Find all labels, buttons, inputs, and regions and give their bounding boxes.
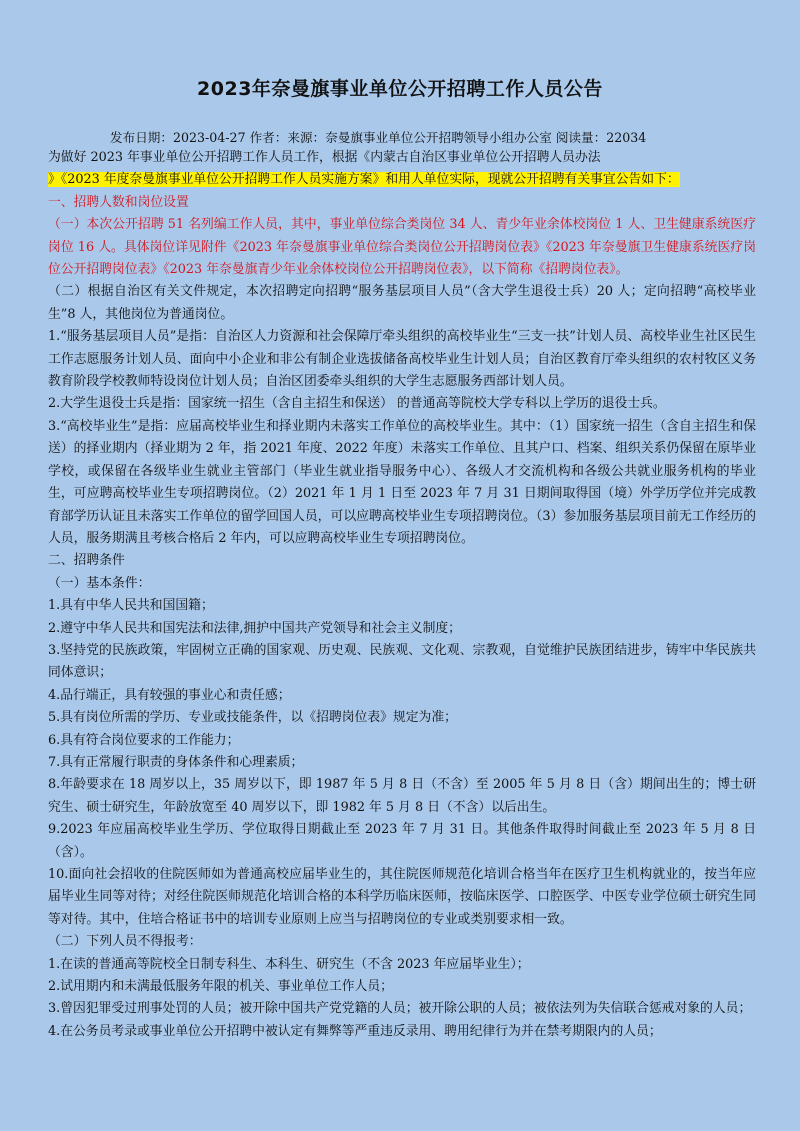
section-1-paragraph-2: （二）根据自治区有关文件规定，本次招聘定向招聘“服务基层项目人员”（含大学生退役士兵）20 人；定向招聘“高校毕业生”8 人，其他岗位为普通岗位。	[48, 284, 756, 322]
condition-item: 5.具有岗位所需的学历、专业或技能条件，以《招聘岗位表》规定为准；	[48, 710, 457, 726]
condition-item: 10.面向社会招收的住院医师如为普通高校应届毕业生的，其住院医师规范化培训合格当年在医疗卫生机构就业的，按当年应届毕业生同等对待；对经住院医师规范化培训合格的本科学历临床医师，按临床医学、口腔医学、中医专业学位硕士研究生同等对待。其中，住培合格证书中的培训专业原则上应当与招聘岗位的专业或类别要求相一致。	[48, 867, 756, 927]
page-title: 2023年奈曼旗事业单位公开招聘工作人员公告	[197, 78, 603, 100]
condition-item: 8.年龄要求在 18 周岁以上，35 周岁以下，即 1987 年 5 月 8 日（不含）至 2005 年 5 月 8 日（含）期间出生的；博士研究生、硕士研究生，年龄放宽至 40 周岁以下，即 1982 年 5 月 8 日（不含）以后出生。	[48, 777, 756, 815]
definition-item-3: 3.“高校毕业生”是指：应届高校毕业生和择业期内未落实工作单位的高校毕业生。其中：（1）国家统一招生（含自主招生和保送）的择业期内（择业期为 2 年，指 2021 年度、2022 年度）未落实工作单位、且其户口、档案、组织关系仍保留在原毕业学校，或保留在各级毕业生就业主管部门（毕业生就业指导服务中心）、各级人才交流机构和各级公共就业服务机构的毕业生，可应聘高校毕业生专项招聘岗位。（2）2021 年 1 月 1 日至 2023 年 7 月 31 日期间取得国（境）外学历学位并完成教育部学历认证且未落实工作单位的留学回国人员，可以应聘高校毕业生专项招聘岗位。（3）参加服务基层项目前无工作经历的人员，服务期满且考核合格后 2 年内，可以应聘高校毕业生专项招聘岗位。	[48, 418, 756, 546]
section-1-title: 一、招聘人数和岗位设置	[48, 194, 189, 210]
article-body	[48, 147, 756, 1043]
definition-item-2: 2.大学生退役士兵是指：国家统一招生（含自主招生和保送） 的普通高等院校大学专科以上学历的退役士兵。	[48, 396, 666, 412]
intro-line-1: 为做好 2023 年事业单位公开招聘工作人员工作，根据《内蒙古自治区事业单位公开招聘人员办法	[48, 150, 601, 165]
condition-item: 4.品行端正，具有较强的事业心和责任感；	[48, 687, 291, 703]
condition-item: 3.坚持党的民族政策，牢固树立正确的国家观、历史观、民族观、文化观、宗教观，自觉维护民族团结进步，铸牢中华民族共同体意识；	[48, 642, 756, 681]
definition-item-1: 1.“服务基层项目人员”是指：自治区人力资源和社会保障厅牵头组织的高校毕业生“三支一扶”计划人员、高校毕业生社区民生工作志愿服务计划人员、面向中小企业和非公有制企业选拔储备高校毕业生计划人员；自治区教育厅牵头组织的农村牧区义务教育阶段学校教师特设岗位计划人员；自治区团委牵头组织的大学生志愿服务西部计划人员。	[48, 329, 756, 390]
condition-item: 7.具有正常履行职责的身体条件和心理素质；	[48, 754, 304, 770]
publish-meta: 发布日期：2023-04-27 作者：来源：奈曼旗事业单位公开招聘领导小组办公室 阅读量：22034	[110, 130, 647, 145]
exclusion-item: 4.在公务员考录或事业单位公开招聘中被认定有舞弊等严重违反录用、聘用纪律行为并在禁考期限内的人员；	[48, 1023, 662, 1039]
condition-item: 2.遵守中华人民共和国宪法和法律,拥护中国共产党领导和社会主义制度；	[48, 620, 461, 636]
exclusion-item: 3.曾因犯罪受过刑事处罚的人员；被开除中国共产党党籍的人员；被开除公职的人员；被依法列为失信联合惩戒对象的人员；	[48, 1001, 752, 1017]
exclusion-item: 2.试用期内和未满最低服务年限的机关、事业单位工作人员；	[48, 979, 393, 995]
section-2-subtitle-2: （二）下列人员不得报考：	[48, 934, 202, 950]
exclusion-item: 1.在读的普通高等院校全日制专科生、本科生、研究生（不含 2023 年应届毕业生）；	[48, 956, 530, 972]
condition-item: 6.具有符合岗位要求的工作能力；	[48, 732, 240, 748]
section-2-title: 二、招聘条件	[48, 553, 125, 569]
condition-item: 1.具有中华人民共和国国籍；	[48, 598, 214, 614]
intro-line-2: 》《2023 年度奈曼旗事业单位公开招聘工作人员实施方案》和用人单位实际，现就公开招聘有关事宜公告如下：	[48, 172, 680, 188]
section-1-paragraph-1: （一）本次公开招聘 51 名列编工作人员，其中，事业单位综合类岗位 34 人、青少年业余体校岗位 1 人、卫生健康系统医疗岗位 16 人。具体岗位详见附件《2023 年奈曼旗事业单位综合类岗位公开招聘岗位表》《2023 年奈曼旗卫生健康系统医疗岗位公开招聘岗位表》《2023 年奈曼旗青少年业余体校岗位公开招聘岗位表》，以下简称《招聘岗位表》。	[48, 217, 756, 278]
section-2-subtitle-1: （一）基本条件：	[48, 575, 151, 591]
condition-item: 9.2023 年应届高校毕业生学历、学位取得日期截止至 2023 年 7 月 31 日。其他条件取得时间截止至 2023 年 5 月 8 日（含）。	[48, 822, 756, 860]
